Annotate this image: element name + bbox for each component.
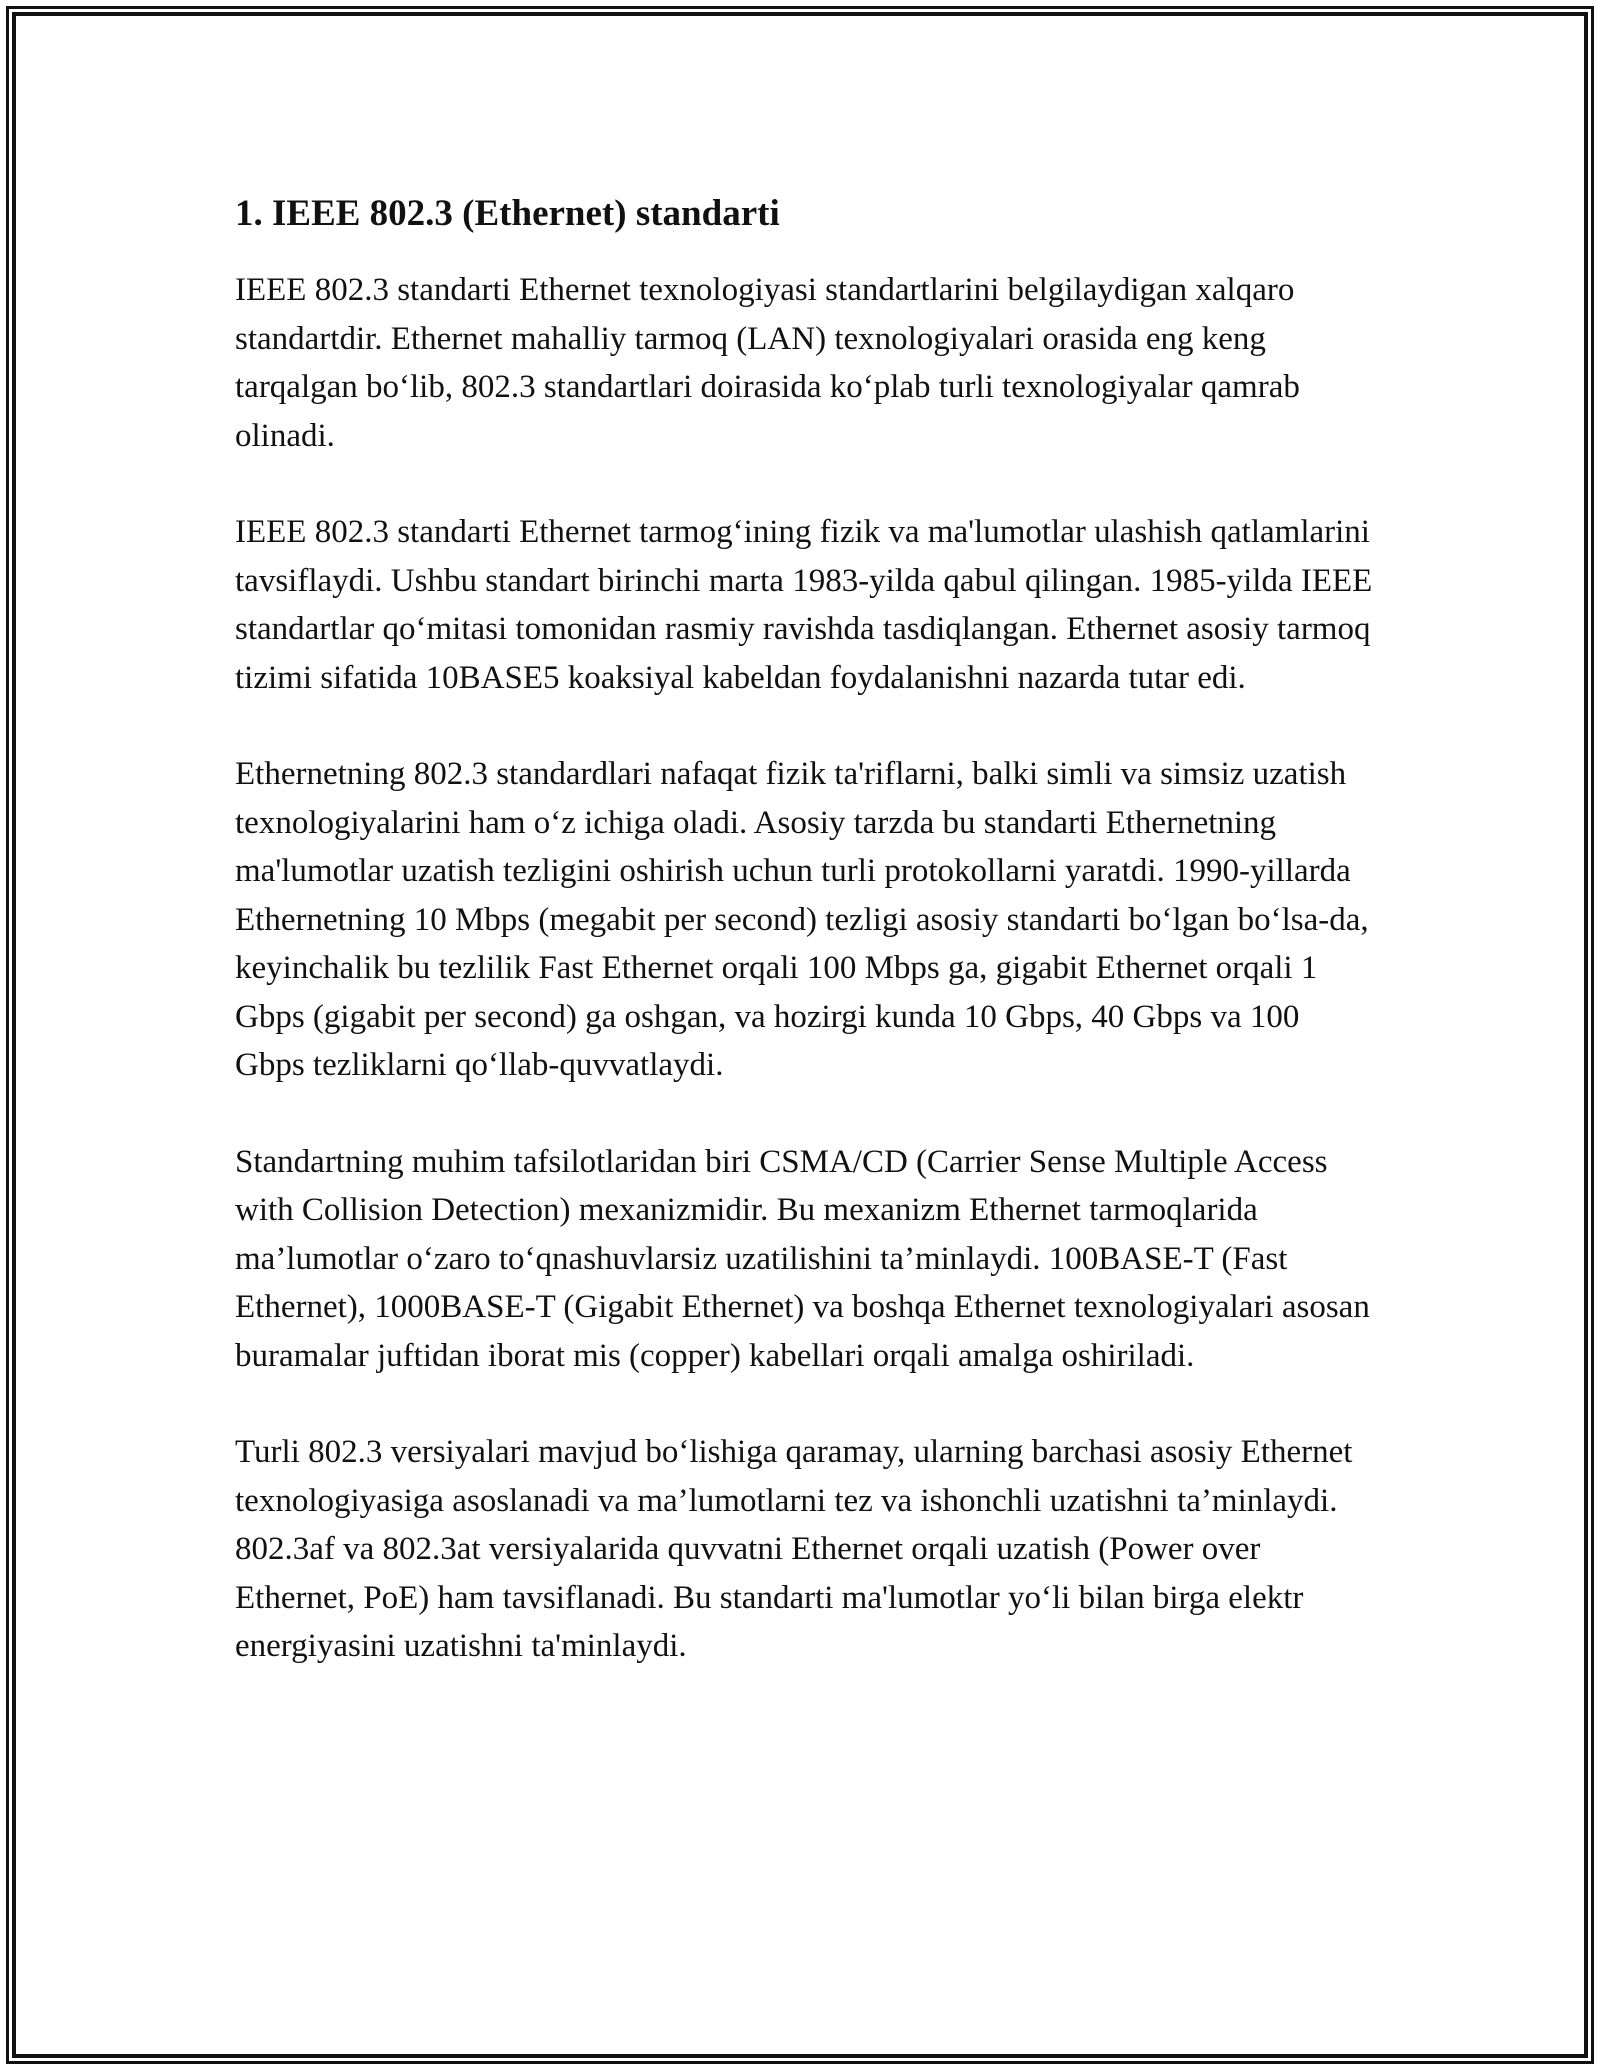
document-body [235, 186, 1375, 1719]
paragraph-5: Turli 802.3 versiyalari mavjud bo‘lishiga qaramay, ularning barchasi asosiy Ethernet texnologiyasiga asoslanadi va ma’lumotlarni tez va ishonchli uzatishni ta’minlaydi. 802.3af va 802.3at versiyalarida quvvatni Ethernet orqali uzatish (Power over Ethernet, PoE) ham tavsiflanadi. Bu standarti ma'lumotlar yo‘li bilan birga elektr energiyasini uzatishni ta'minlaydi. [235, 1434, 1353, 1664]
section-title: 1. IEEE 802.3 (Ethernet) standarti [235, 193, 780, 234]
paragraph-4: Standartning muhim tafsilotlaridan biri CSMA/CD (Carrier Sense Multiple Access with Collision Detection) mexanizmidir. Bu mexanizm Ethernet tarmoqlarida ma’lumotlar o‘zaro to‘qnashuvlarsiz uzatilishini ta’minlaydi. 100BASE-T (Fast Ethernet), 1000BASE-T (Gigabit Ethernet) va boshqa Ethernet texnologiyalari asosan buramalar juftidan iborat mis (copper) kabellari orqali amalga oshiriladi. [235, 1143, 1370, 1374]
paragraph-2: IEEE 802.3 standarti Ethernet tarmog‘ining fizik va ma'lumotlar ulashish qatlamlarini tavsiflaydi. Ushbu standart birinchi marta 1983-yilda qabul qilingan. 1985-yilda IEEE standartlar qo‘mitasi tomonidan rasmiy ravishda tasdiqlangan. Ethernet asosiy tarmoq tizimi sifatida 10BASE5 koaksiyal kabeldan foydalanishni nazarda tutar edi. [235, 514, 1373, 696]
paragraph-3: Ethernetning 802.3 standardlari nafaqat fizik ta'riflarni, balki simli va simsiz uzatish texnologiyalarini ham o‘z ichiga oladi. Asosiy tarzda bu standarti Ethernetning ma'lumotlar uzatish tezligini oshirish uchun turli protokollarni yaratdi. 1990-yillarda Ethernetning 10 Mbps (megabit per second) tezligi asosiy standarti bo‘lgan bo‘lsa-da, keyinchalik bu tezlilik Fast Ethernet orqali 100 Mbps ga, gigabit Ethernet orqali 1 Gbps (gigabit per second) ga oshgan, va hozirgi kunda 10 Gbps, 40 Gbps va 100 Gbps tezliklarni qo‘llab-quvvatlaydi. [235, 756, 1369, 1083]
paragraph-1: IEEE 802.3 standarti Ethernet texnologiyasi standartlarini belgilaydigan xalqaro standartdir. Ethernet mahalliy tarmoq (LAN) texnologiyalari orasida eng keng tarqalgan bo‘lib, 802.3 standartlari doirasida ko‘plab turli texnologiyalar qamrab olinadi. [235, 272, 1300, 454]
